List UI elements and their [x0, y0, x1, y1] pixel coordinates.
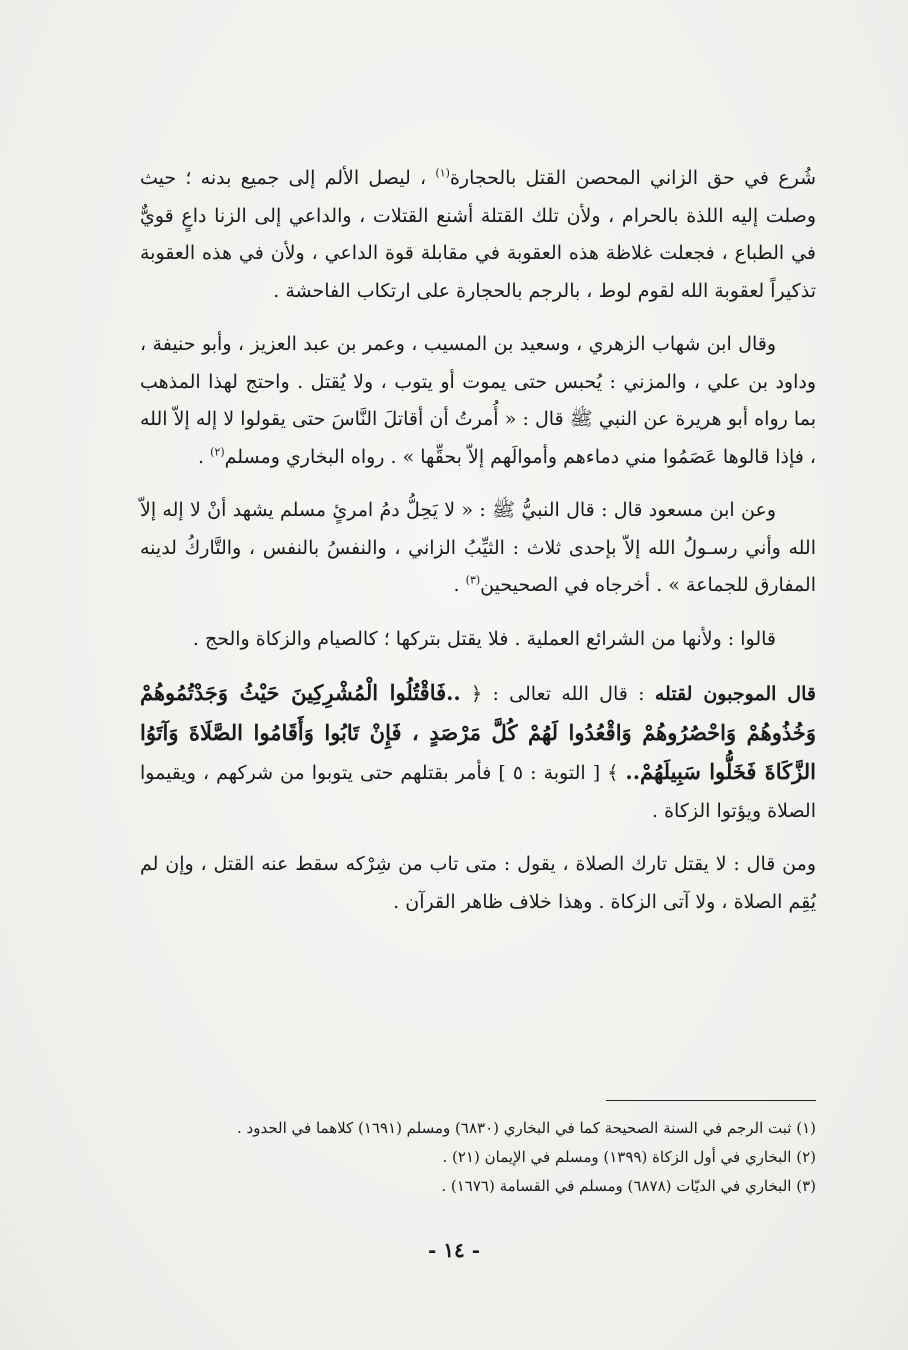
- paragraph-5-text-a: : قال الله تعالى : ﴿: [460, 683, 655, 705]
- paragraph-5-heading: قال الموجبون لقتله: [654, 683, 816, 705]
- footnote-1: (١) ثبت الرجم في السنة الصحيحة كما في البخاري (٦٨٣٠) ومسلم (١٦٩١) كلاهما في الحدود .: [237, 1119, 816, 1137]
- page-number: - ١٤ -: [427, 1238, 480, 1262]
- paragraph-3: [140, 492, 816, 605]
- paragraph-2-text-a: وقال ابن شهاب الزهري ، وسعيد بن المسيب ، وعمر بن عبد العزيز ، وأبو حنيفة ، وداود بن علي ، والمزني : يُحبس حتى يموت أو يتوب ، ولا يُقتل . واحتج لهذا المذهب بما رواه أبو هريرة عن النبي ﷺ قال : « أُمرتُ أن أقاتلَ النَّاسَ حتى يقولوا لا إله إلاّ الله ، فإذا قالوها عَصَمُوا مني دماءهم وأموالَهم إلاّ بحقِّها » . رواه البخاري ومسلم: [140, 333, 816, 468]
- paragraph-6-text: ومن قال : لا يقتل تارك الصلاة ، يقول : متى تاب من شِرْكه سقط عنه القتل ، وإن لم يُقِم الصلاة ، ولا آتى الزكاة . وهذا خلاف ظاهر القرآن .: [140, 853, 816, 913]
- paragraph-2: [140, 326, 816, 476]
- paragraph-4-text: قالوا : ولأنها من الشرائع العملية . فلا يقتل بتركها ؛ كالصيام والزكاة والحج .: [192, 627, 776, 650]
- paragraph-3-text-b: .: [453, 574, 466, 596]
- paragraph-6: [140, 846, 816, 921]
- main-text: [140, 160, 816, 937]
- footnote-ref-3: (٣): [465, 573, 481, 587]
- paragraph-4: [140, 621, 816, 659]
- footnote-2: (٢) البخاري في أول الزكاة (١٣٩٩) ومسلم في الإيمان (٢١) .: [442, 1148, 816, 1166]
- paragraph-1-text-a: شُرع في حق الزاني المحصن القتل بالحجارة: [449, 167, 816, 189]
- quran-verse: ..فَاقْتُلُوا الْمُشْرِكِينَ حَيْثُ وَجَدْتُمُوهُمْ وَخُذُوهُمْ وَاحْصُرُوهُمْ وَاقْعُدُوا لَهُمْ كُلَّ مَرْصَدٍ ، فَإِنْ تَابُوا وَأَقَامُوا الصَّلَاةَ وَآتَوُا الزَّكَاةَ فَخَلُّوا سَبِيلَهُمْ..: [140, 680, 816, 784]
- paragraph-5-text-b: ﴾ [ التوبة : ٥ ] فأمر بقتلهم حتى يتوبوا من شركهم ، ويقيموا الصلاة ويؤتوا الزكاة .: [140, 762, 816, 822]
- paragraph-2-text-b: .: [198, 445, 211, 468]
- paragraph-1: [140, 160, 816, 310]
- paragraph-1-text-b: ، ليصل الألم إلى جميع بدنه ؛ حيث وصلت إليه اللذة بالحرام ، ولأن تلك القتلة أشنع القتلات ، والداعي إلى الزنا داعٍ قويٌّ في الطباع ، فجعلت غلاظة هذه العقوبة في مقابلة قوة الداعي ، ولأن في هذه العقوبة تذكيراً لعقوبة الله لقوم لوط ، بالرجم بالحجارة على ارتكاب الفاحشة .: [140, 167, 816, 302]
- footnote-3: (٣) البخاري في الديّات (٦٨٧٨) ومسلم في القسامة (١٦٧٦) .: [441, 1177, 816, 1195]
- paragraph-5: [140, 674, 816, 830]
- footnote-divider: [606, 1100, 816, 1101]
- footnote-ref-1: (١): [435, 166, 450, 180]
- footnotes: [140, 1114, 816, 1201]
- paragraph-3-text-a: وعن ابن مسعود قال : قال النبيُّ ﷺ : « لا يَحِلُّ دمُ امرئٍ مسلم يشهد أنْ لا إله إلاّ الله وأني رسـولُ الله إلاّ بإحدى ثلاث : الثيِّبُ الزاني ، والنفسُ بالنفس ، والتَّاركُ لدينه المفارق للجماعة » . أخرجاه في الصحيحين: [140, 499, 816, 596]
- footnote-ref-2: (٢): [210, 445, 225, 459]
